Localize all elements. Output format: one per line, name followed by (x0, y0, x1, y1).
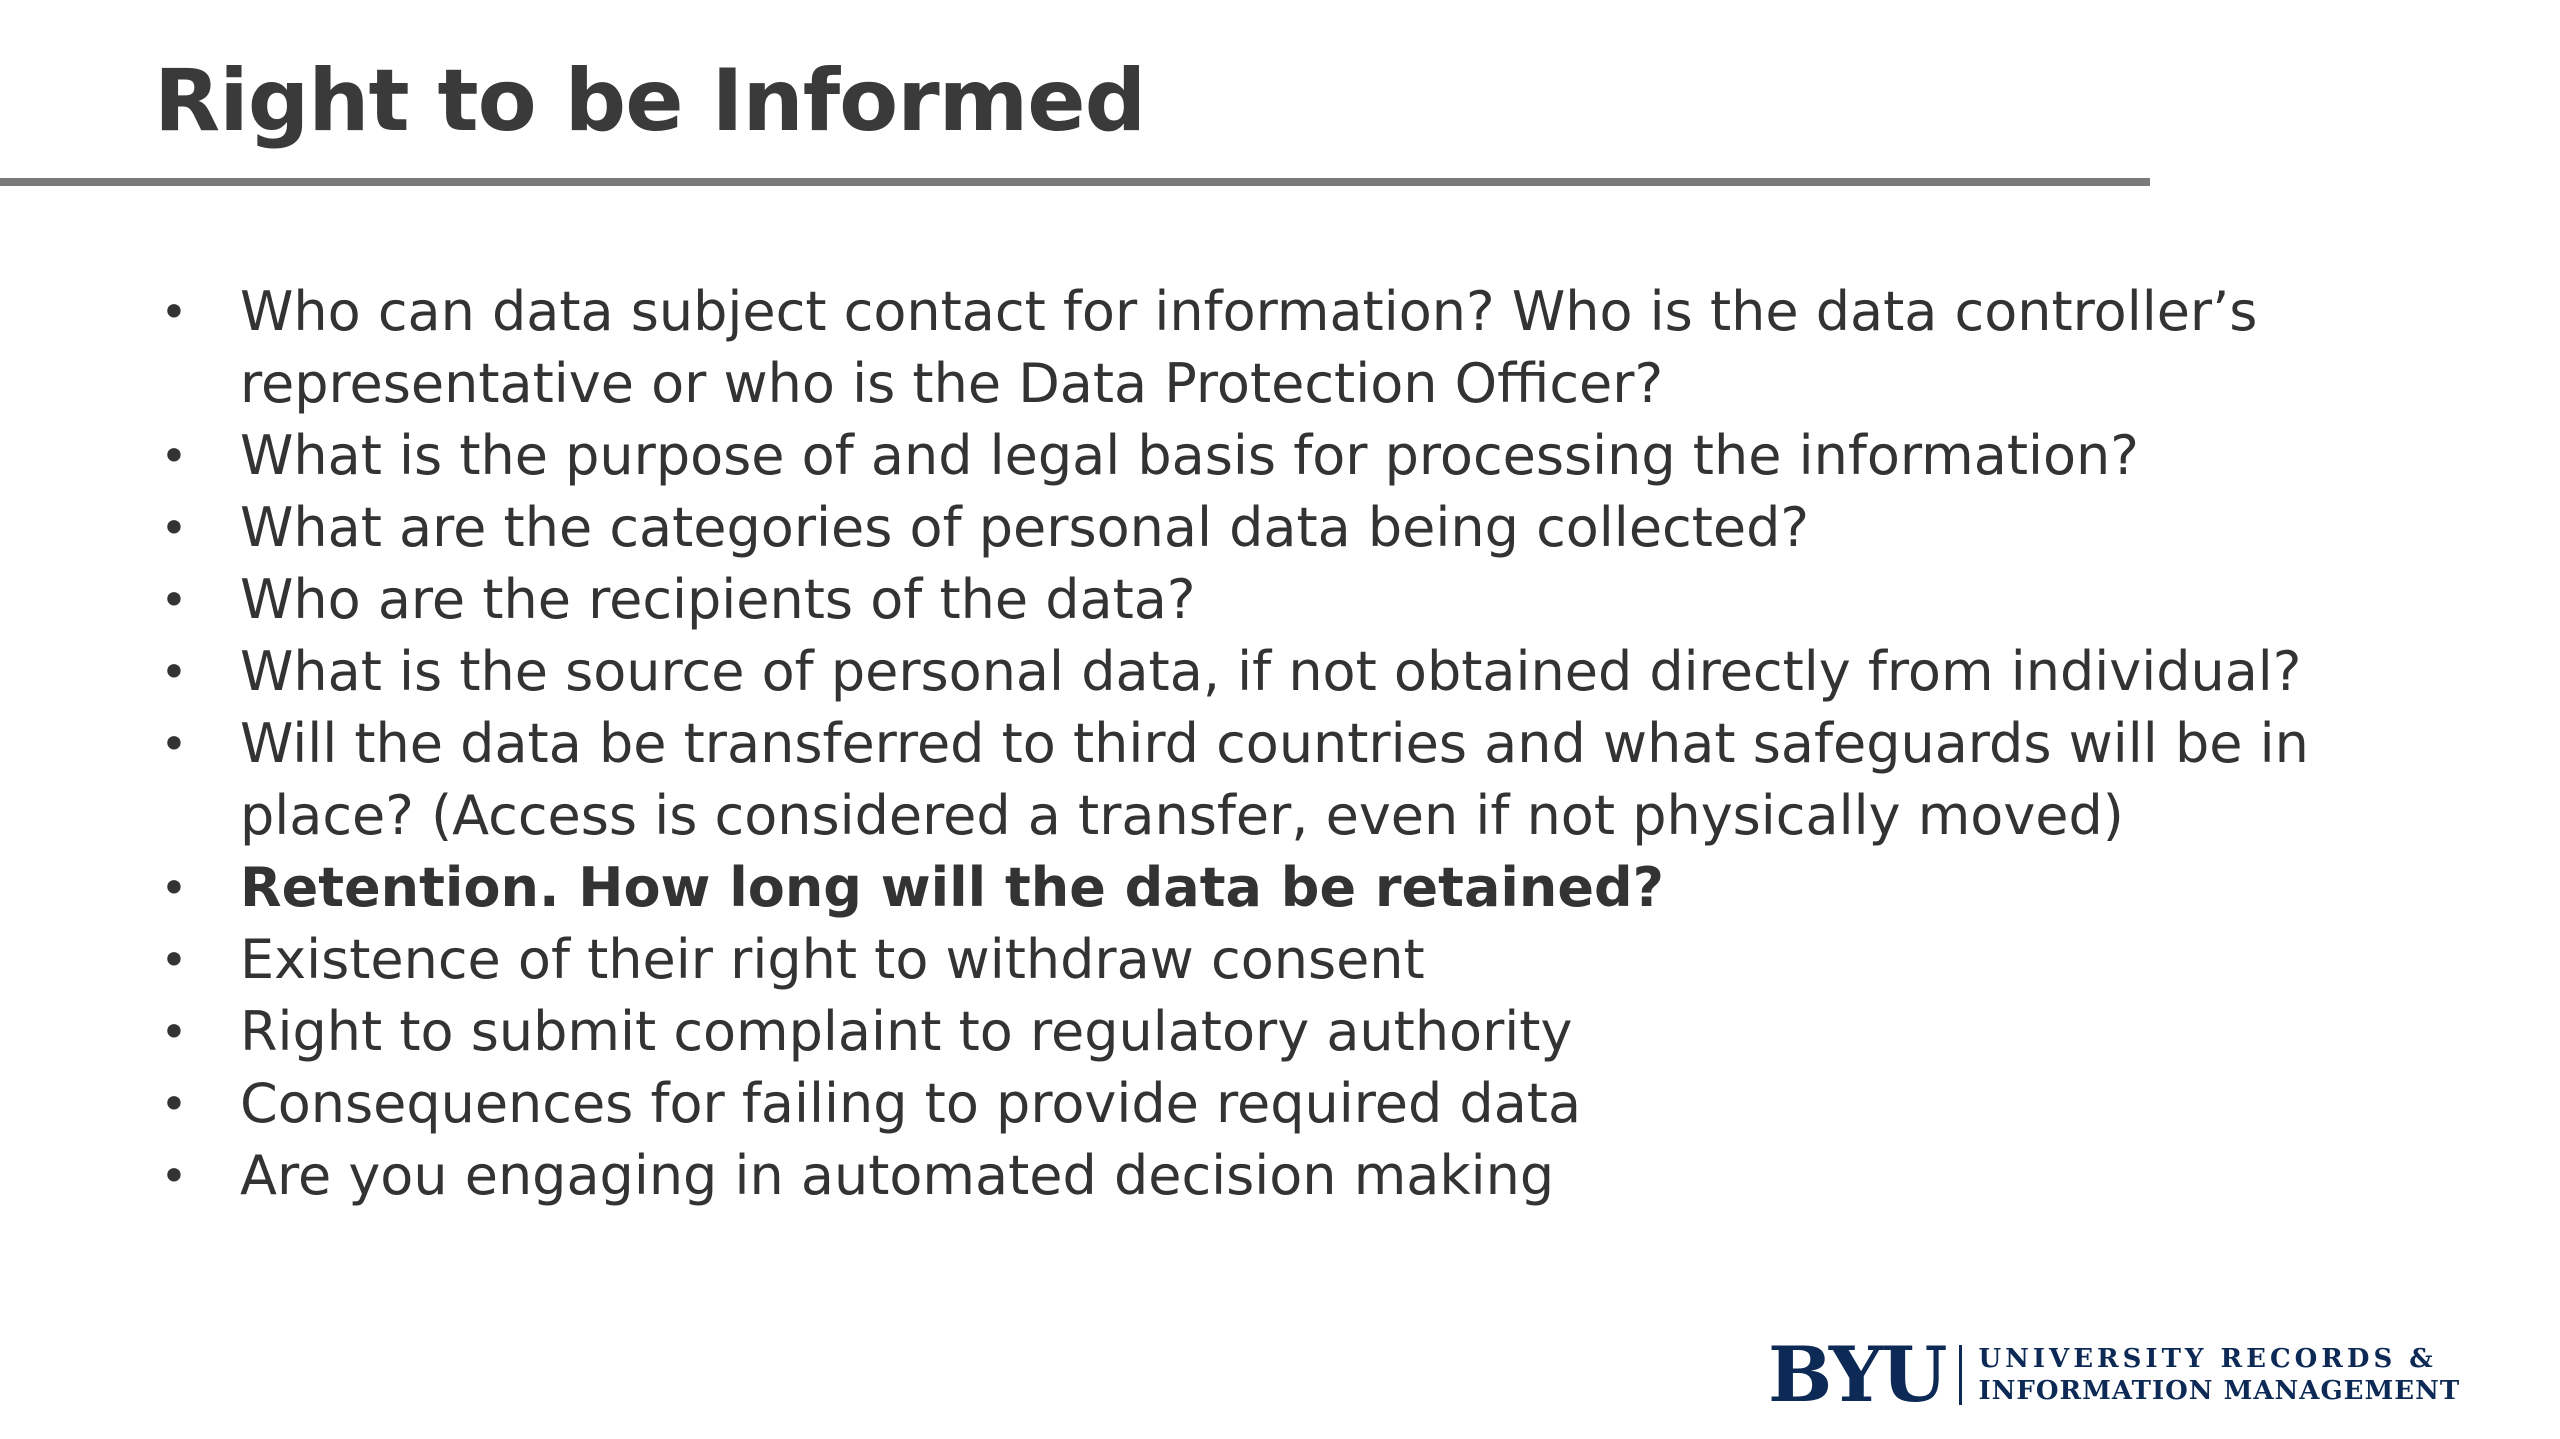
bullet-text: Consequences for failing to provide required data (240, 1072, 1582, 1135)
bullet-icon: • (160, 861, 188, 915)
bullet-text: representative or who is the Data Protection Officer? (240, 352, 1664, 415)
bullet-text: Who can data subject contact for information? Who is the data controller’s (240, 280, 2258, 343)
slide-title: Right to be Informed (154, 51, 1146, 151)
logo-text (1978, 1343, 2460, 1407)
bullet-item (140, 276, 2440, 420)
bullet-icon: • (160, 717, 188, 771)
bullet-icon: • (160, 1149, 188, 1203)
bullet-list (140, 276, 2440, 1212)
logo-line-1: UNIVERSITY RECORDS & (1978, 1344, 2437, 1374)
bullet-text: What are the categories of personal data being collected? (240, 496, 1810, 559)
logo-divider (1959, 1345, 1962, 1405)
title-divider (0, 178, 2150, 186)
bullet-item (140, 1068, 2440, 1140)
bullet-item (140, 924, 2440, 996)
bullet-item (140, 996, 2440, 1068)
bullet-text: place? (Access is considered a transfer, even if not physically moved) (240, 784, 2124, 847)
bullet-text: Existence of their right to withdraw consent (240, 928, 1425, 991)
bullet-item (140, 852, 2440, 924)
bullet-icon: • (160, 429, 188, 483)
bullet-item (140, 420, 2440, 492)
bullet-text: Will the data be transferred to third countries and what safeguards will be in (240, 712, 2309, 775)
bullet-icon: • (160, 933, 188, 987)
bullet-icon: • (160, 645, 188, 699)
bullet-text: Retention. How long will the data be retained? (240, 856, 1664, 919)
bullet-item (140, 564, 2440, 636)
bullet-text: What is the source of personal data, if not obtained directly from individual? (240, 640, 2302, 703)
byu-logo (1768, 1330, 2461, 1419)
bullet-icon: • (160, 501, 188, 555)
bullet-text: Are you engaging in automated decision making (240, 1144, 1555, 1207)
bullet-icon: • (160, 573, 188, 627)
bullet-item (140, 492, 2440, 564)
bullet-text: Who are the recipients of the data? (240, 568, 1196, 631)
logo-mark: BYU (1768, 1330, 1946, 1419)
bullet-item (140, 708, 2440, 852)
logo-line-2: INFORMATION MANAGEMENT (1978, 1376, 2461, 1406)
bullet-item (140, 636, 2440, 708)
bullet-icon: • (160, 1077, 188, 1131)
bullet-icon: • (160, 1005, 188, 1059)
bullet-text: What is the purpose of and legal basis for processing the information? (240, 424, 2139, 487)
bullet-icon: • (160, 285, 188, 339)
bullet-text: Right to submit complaint to regulatory authority (240, 1000, 1573, 1063)
bullet-item (140, 1140, 2440, 1212)
